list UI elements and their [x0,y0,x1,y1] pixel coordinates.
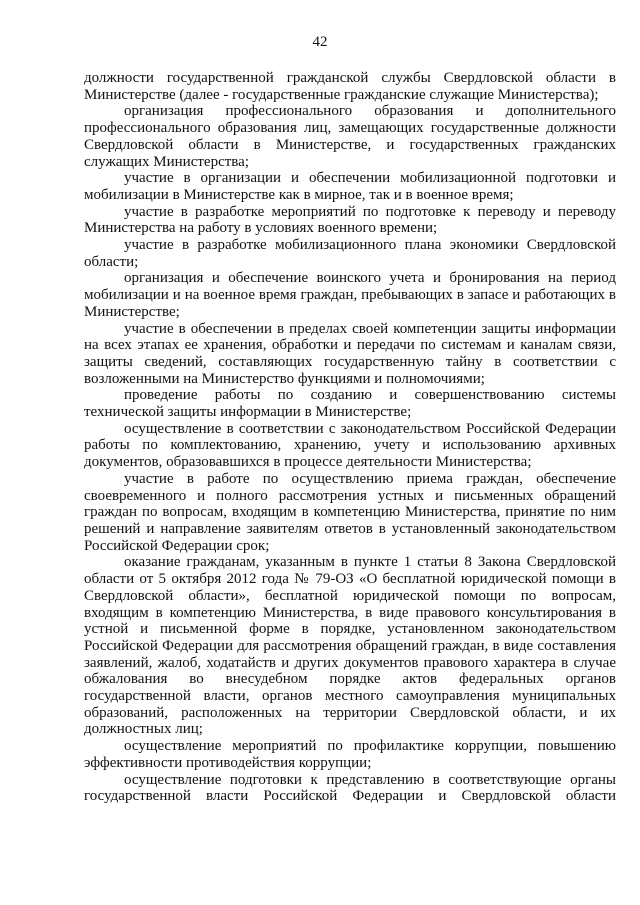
paragraph: оказание гражданам, указанным в пункте 1 статьи 8 Закона Свердловской области от 5 октября 2012 года № 79-ОЗ «О бесплатной юридической помощи в Свердловской области», бесплатной юридической помощи по вопросам, входящим в компетенцию Министерства, в виде правового консультирования в устной и письменной форме в порядке, установленном законодательством Российской Федерации для рассмотрения обращений граждан, в виде составления заявлений, жалоб, ходатайств и других документов правового характера в случае обжалования во внесудебном порядке актов федеральных органов государственной власти, органов местного самоуправления муниципальных образований, расположенных на территории Свердловской области, и их должностных лиц; [84,554,616,738]
paragraph: должности государственной гражданской службы Свердловской области в Министерстве (далее - государственные гражданские служащие Министерства); [84,70,616,103]
paragraph: участие в разработке мобилизационного плана экономики Свердловской области; [84,237,616,270]
paragraph: участие в работе по осуществлению приема граждан, обеспечение своевременного и полного рассмотрения устных и письменных обращений граждан по вопросам, входящим в компетенцию Министерства, принятие по ним решений и направление заявителям ответов в установленный законодательством Российской Федерации срок; [84,470,616,554]
paragraph: осуществление мероприятий по профилактике коррупции, повышению эффективности противодействия коррупции; [84,738,616,771]
page-number: 42 [312,34,328,50]
paragraph: участие в обеспечении в пределах своей компетенции защиты информации на всех этапах ее хранения, обработки и передачи по системам и каналам связи, защиты сведений, составляющих государственную тайну в соответствии с возложенными на Министерство функциями и полномочиями; [84,320,616,387]
paragraph: осуществление в соответствии с законодательством Российской Федерации работы по комплектованию, хранению, учету и использованию архивных документов, образовавшихся в процессе деятельности Министерства; [84,420,616,471]
paragraph: участие в разработке мероприятий по подготовке к переводу и переводу Министерства на работу в условиях военного времени; [84,203,616,237]
paragraph: осуществление подготовки к представлению в соответствующие органы государственной власти Российской Федерации и Свердловской области [84,771,616,805]
paragraph: участие в организации и обеспечении мобилизационной подготовки и мобилизации в Министерстве как в мирное, так и в военное время; [84,170,616,203]
paragraph: организация и обеспечение воинского учета и бронирования на период мобилизации и на военное время граждан, пребывающих в запасе и работающих в Министерстве; [84,270,616,320]
paragraph: проведение работы по созданию и совершенствованию системы технической защиты информации в Министерстве; [84,387,616,421]
document-body [84,70,616,805]
paragraph: организация профессионального образования и дополнительного профессионального образования лиц, замещающих государственные должности Свердловской области в Министерстве, и государственных гражданских служащих Министерства; [84,103,616,170]
